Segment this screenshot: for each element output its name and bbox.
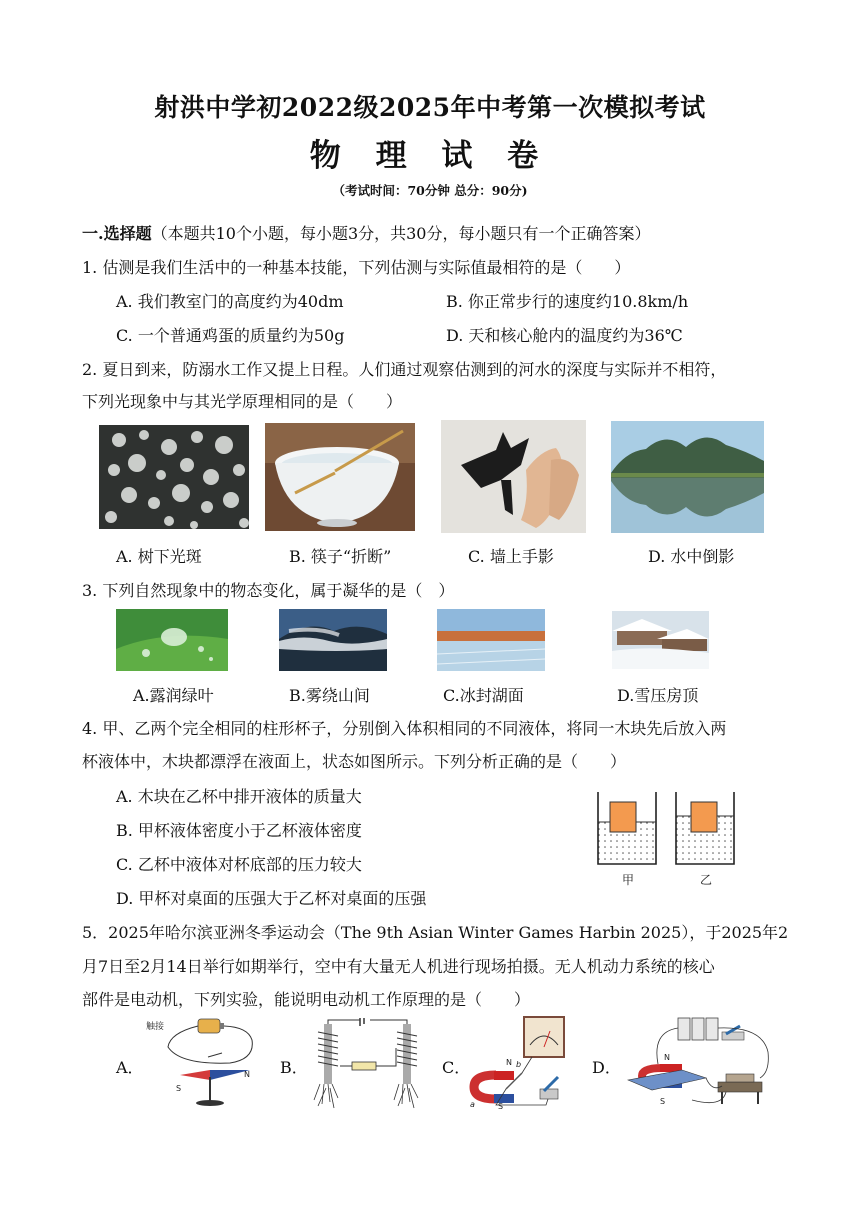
q3-caption-d: D.雪压房顶 xyxy=(617,686,699,705)
q3-image-snow-roof xyxy=(612,611,709,669)
q5-a-touch-label: 触接 xyxy=(146,1022,165,1032)
subject-title: 物 理 试 卷 xyxy=(309,138,551,174)
q3-image-frozen-lake xyxy=(437,609,545,671)
q3-caption-b: B.雾绕山间 xyxy=(289,686,370,705)
section-heading xyxy=(82,221,650,244)
q3-stem: 3. 下列自然现象中的物态变化，属于凝华的是（ ） xyxy=(82,581,455,600)
q3-image-fog xyxy=(279,609,387,671)
q2-caption-c: C. 墙上手影 xyxy=(468,547,554,566)
q2-image-chopstick-bowl xyxy=(265,423,415,531)
q1-option-b: B. 你正常步行的速度约10.8km/h xyxy=(446,292,689,311)
q2-caption-d: D. 水中倒影 xyxy=(648,547,735,566)
q1-option-d: D. 天和核心舱内的温度约为36℃ xyxy=(446,326,683,345)
q2-image-hand-shadow xyxy=(441,420,586,533)
q3-caption-a: A.露润绿叶 xyxy=(133,686,214,705)
q3-caption-c: C.冰封湖面 xyxy=(443,686,524,705)
q3-image-dew xyxy=(116,609,228,671)
q5-c-a-label: a xyxy=(470,1100,475,1109)
q4-label-jia: 甲 xyxy=(622,873,635,887)
q4-stem-line2: 杯液体中，木块都漂浮在液面上，状态如图所示。下列分析正确的是（ ） xyxy=(82,752,627,771)
section-title: 一.选择题 xyxy=(82,224,152,243)
q4-option-c: C. 乙杯中液体对杯底部的压力较大 xyxy=(116,855,362,874)
q1-option-a: A. 我们教室门的高度约为40dm xyxy=(116,292,344,311)
q5-figure-d-motor xyxy=(622,1012,772,1112)
q5-option-d-letter: D． xyxy=(592,1058,621,1077)
q2-stem-line1: 2. 夏日到来，防溺水工作又提上日程。人们通过观察估测到的河水的深度与实际并不相符， xyxy=(82,360,727,379)
q5-figure-a-oersted xyxy=(140,1015,270,1110)
q5-option-c-letter: C． xyxy=(442,1058,471,1077)
q5-stem-line2: 月7日至2月14日举行如期举行，空中有大量无人机进行现场拍摄。无人机动力系统的核心 xyxy=(82,957,715,976)
q5-option-b-letter: B． xyxy=(280,1058,308,1077)
q5-d-s-label: S xyxy=(660,1097,666,1106)
q5-option-a-letter: A． xyxy=(116,1058,144,1077)
q4-figure-cups xyxy=(590,790,760,890)
q4-label-yi: 乙 xyxy=(700,873,713,887)
q5-a-s-label: S xyxy=(176,1084,182,1093)
q5-a-n-label: N xyxy=(244,1070,250,1079)
q2-stem-line2: 下列光现象中与其光学原理相同的是（ ） xyxy=(82,392,403,411)
q5-d-n-label: N xyxy=(664,1053,670,1062)
exam-title: 射洪中学初2022级2025年中考第一次模拟考试 xyxy=(154,93,706,122)
q5-stem-line1: 5．2025年哈尔滨亚洲冬季运动会（The 9th Asian Winter Games Harbin 2025），于2025年2 xyxy=(82,923,789,942)
q2-caption-b: B. 筷子“折断” xyxy=(289,547,392,566)
q4-option-b: B. 甲杯液体密度小于乙杯液体密度 xyxy=(116,821,362,840)
q4-option-d: D. 甲杯对桌面的压强大于乙杯对桌面的压强 xyxy=(116,889,427,908)
q5-stem-line3: 部件是电动机，下列实验，能说明电动机工作原理的是（ ） xyxy=(82,990,531,1009)
q2-image-light-spots xyxy=(99,425,249,529)
q5-c-s-label: S xyxy=(498,1102,504,1110)
q2-caption-a: A. 树下光斑 xyxy=(116,547,202,566)
q5-figure-b-electromagnets xyxy=(310,1018,425,1110)
q5-c-n-label: N xyxy=(506,1058,512,1067)
q5-figure-c-generator xyxy=(466,1015,576,1110)
q1-stem: 1. 估测是我们生活中的一种基本技能，下列估测与实际值最相符的是（ ） xyxy=(82,258,631,277)
q5-c-b-label: b xyxy=(516,1060,522,1069)
q2-image-reflection xyxy=(611,421,764,533)
section-instructions: （本题共10个小题，每小题3分，共30分，每小题只有一个正确答案） xyxy=(151,224,651,243)
q1-option-c: C. 一个普通鸡蛋的质量约为50g xyxy=(116,326,345,345)
q4-stem-line1: 4. 甲、乙两个完全相同的柱形杯子，分别倒入体积相同的不同液体，将同一木块先后放入两 xyxy=(82,719,727,738)
exam-note: （考试时间：70分钟 总分：90分) xyxy=(332,183,528,198)
q4-option-a: A. 木块在乙杯中排开液体的质量大 xyxy=(116,787,362,806)
